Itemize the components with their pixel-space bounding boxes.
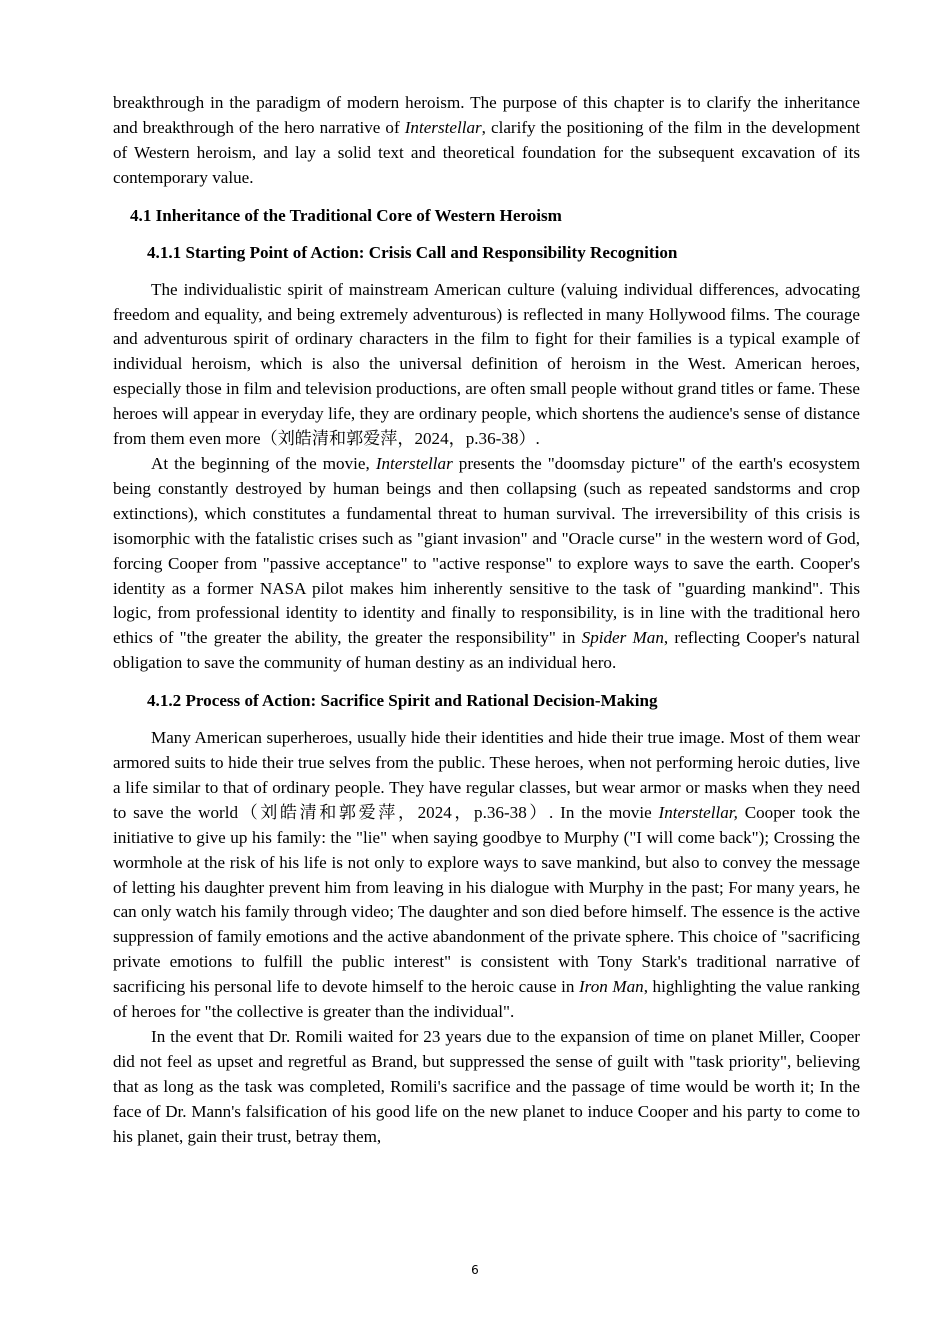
- page-content: [113, 91, 860, 1150]
- intro-text-1: breakthrough in the paradigm of modern heroism. The purpose of this chapter is to clarify the inheritance and breakthrough of the hero narrative of: [113, 93, 860, 137]
- page-number: 6: [471, 1263, 479, 1277]
- section-heading-4-1-1: 4.1.1 Starting Point of Action: Crisis Call and Responsibility Recognition: [147, 242, 678, 262]
- film-title-italic: Interstellar: [404, 117, 482, 137]
- film-title-italic: Interstellar,: [658, 802, 738, 822]
- paragraph-crisis-call: [113, 452, 860, 676]
- intro-text-2: , clarify the positioning of the film in the development of Western heroism, and lay a solid text and theoretical foundation for the subsequent excavation of its contemporary value.: [113, 117, 860, 187]
- crisis-text-2: presents the "doomsday picture" of the earth's ecosystem being constantly destroyed by human beings and then collapsing (such as repeated sandstorms and crop extinctions), which constitutes a fundamental threat to human survival. The irreversibility of this crisis is isomorphic with the fatalistic crises such as "giant invasion" and "Oracle curse" in the western word of God, forcing Cooper from "passive acceptance" to "active response" to explore ways to save the earth. Cooper's identity as a former NASA pilot makes him inherently sensitive to the task of "guarding mankind". This logic, from professional identity to identity and finally to responsibility, is in line with the traditional hero ethics of "the greater the ability, the greater the responsibility" in: [113, 453, 860, 648]
- paragraph-romili: In the event that Dr. Romili waited for 23 years due to the expansion of time on planet Miller, Cooper did not feel as upset and regretful as Brand, but suppressed the sense of guilt with "task priority", believing that as long as the task was completed, Romili's sacrifice and the passage of time would be worth it; In the face of Dr. Mann's falsification of his good life on the new planet to induce Cooper and his party to come to his planet, gain their trust, betray them,: [113, 1027, 860, 1146]
- crisis-text-1: At the beginning of the movie,: [151, 453, 376, 473]
- section-heading-4-1: 4.1 Inheritance of the Traditional Core of Western Heroism: [130, 205, 562, 225]
- paragraph-individualism: The individualistic spirit of mainstream American culture (valuing individual differences, advocating freedom and equality, and being extremely adventurous) is reflected in many Hollywood films. The courage and adventurous spirit of ordinary characters in the film to fight for their families is a typical example of individual heroism, which is also the universal definition of heroism in the West. American heroes, especially those in film and television productions, are often small people without grand titles or fame. These heroes will appear in everyday life, they are ordinary people, which shortens the audience's sense of distance from them even more（刘皓清和郭爱萍，2024，p.36-38）.: [113, 279, 860, 449]
- section-heading-4-1-2: 4.1.2 Process of Action: Sacrifice Spirit and Rational Decision-Making: [147, 691, 658, 711]
- crisis-text-3: , reflecting Cooper's natural obligation to save the community of human destiny as an individual hero.: [113, 628, 860, 673]
- superheroes-text-3: , highlighting the value ranking of heroes for "the collective is greater than the individual".: [113, 977, 860, 1022]
- superheroes-text-1: Many American superheroes, usually hide their identities and hide their true image. Most of them wear armored suits to hide their true selves from the public. These heroes, when not performing heroic duties, live a life similar to that of ordinary people. They have regular classes, but wear armor or masks when they need to save the world（刘皓清和郭爱萍，2024，p.36-38）. In the movie: [113, 728, 860, 822]
- film-title-italic: Interstellar: [375, 453, 453, 473]
- film-title-italic: Iron Man: [578, 977, 644, 997]
- paragraph-superheroes: [113, 726, 860, 1025]
- superheroes-text-2: Cooper took the initiative to give up his family: the "lie" when saying goodbye to Murphy ("I will come back"); Crossing the wormhole at the risk of his life is not only to explore ways to save mankind, but also to convey the message of letting his daughter prevent him from leaving in his dialogue with Murphy in the past; For many years, he can only watch his family through video; The daughter and son died before himself. The essence is the active suppression of family emotions and the active abandonment of the private sphere. This choice of "sacrificing private emotions to fulfill the public interest" is consistent with Tony Stark's traditional narrative of sacrificing his personal life to devote himself to the heroic cause in: [113, 802, 860, 997]
- intro-paragraph: [113, 91, 860, 191]
- film-title-italic: Spider Man: [581, 628, 664, 648]
